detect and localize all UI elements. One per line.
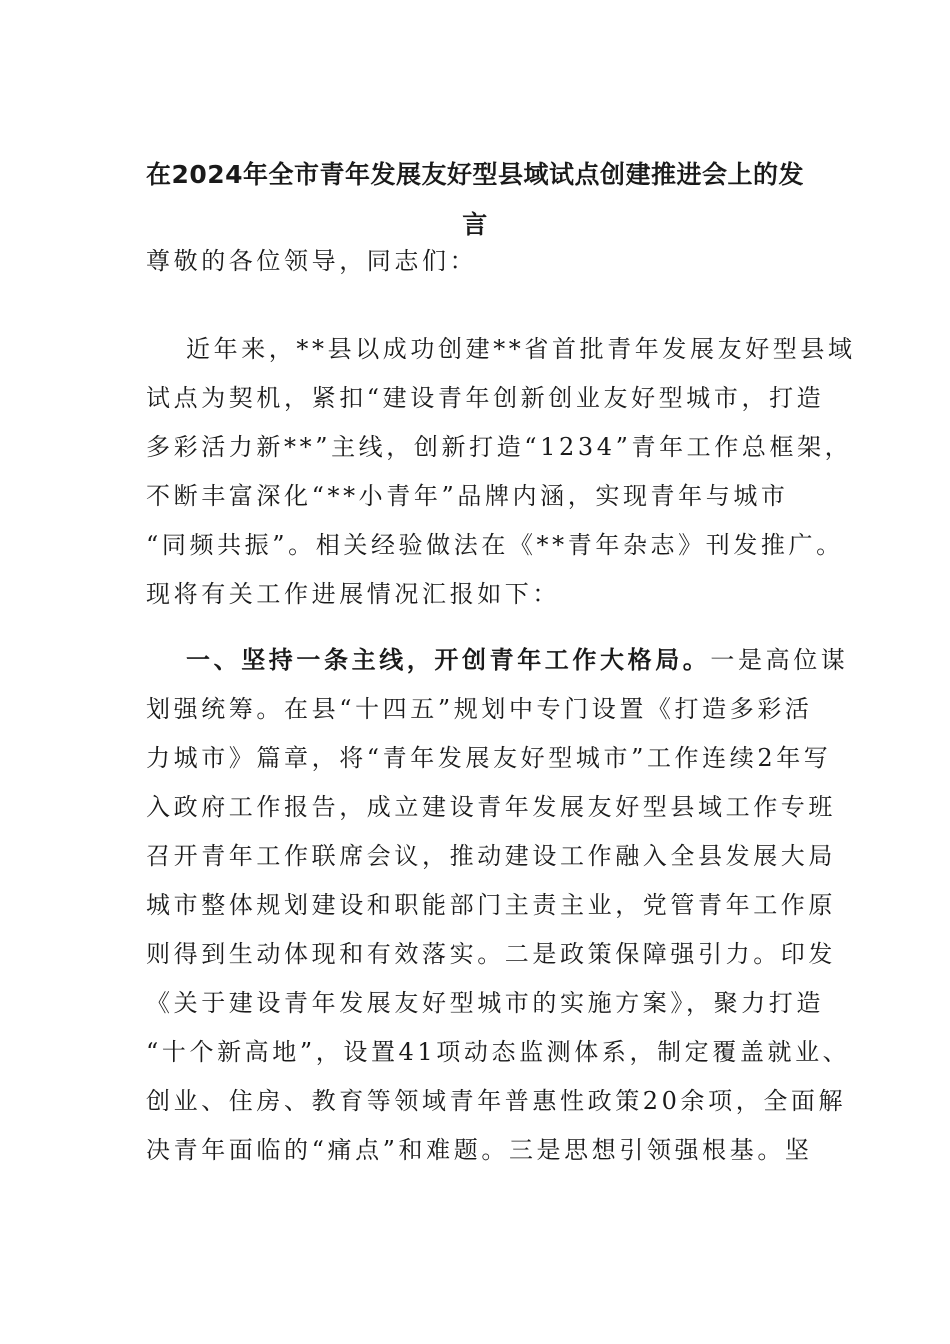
title-line-1: 在2024年全市青年发展友好型县域试点创建推进会上的发 [145,160,805,189]
intro-line: 不断丰富深化“**小青年”品牌内涵，实现青年与城市 [146,482,789,510]
greeting-text: 尊敬的各位领导，同志们： [146,247,478,275]
section-1-first-line [146,636,849,685]
section-1-line: 入政府工作报告，成立建设青年发展友好型县域工作专班 [146,793,836,821]
section-1-line: 力城市》篇章，将“青年发展友好型城市”工作连续2年写 [146,744,832,772]
section-1-line: 则得到生动体现和有效落实。二是政策保障强引力。印发 [146,940,836,968]
section-1-line: 《关于建设青年发展友好型城市的实施方案》，聚力打造 [146,989,824,1017]
section-1-line: “十个新高地”，设置41项动态监测体系，制定覆盖就业、 [146,1038,851,1066]
intro-line: 近年来，**县以成功创建**省首批青年发展友好型县域 [186,335,856,363]
intro-line: “同频共振”。相关经验做法在《**青年杂志》刊发推广。 [146,531,844,559]
section-1-line: 划强统筹。在县“十四五”规划中专门设置《打造多彩活 [146,695,813,723]
intro-line: 现将有关工作进展情况汇报如下： [146,580,560,608]
greeting-paragraph [146,237,826,286]
section-1-paragraph [146,636,851,1175]
section-1-line: 决青年面临的“痛点”和难题。三是思想引领强根基。坚 [146,1136,813,1164]
section-1-line: 召开青年工作联席会议，推动建设工作融入全县发展大局 [146,842,836,870]
title-line-2: 言 [462,210,488,239]
intro-line: 试点为契机，紧扣“建设青年创新创业友好型城市，打造 [146,384,825,412]
intro-paragraph [146,325,856,619]
section-1-line: 创业、住房、教育等领域青年普惠性政策20余项，全面解 [146,1087,847,1115]
document-title [130,150,820,250]
section-1-first-line-rest: 一是高位谋 [710,646,849,674]
section-1-heading: 一、坚持一条主线，开创青年工作大格局。 [186,646,711,674]
intro-line: 多彩活力新**”主线，创新打造“1234”青年工作总框架， [146,433,853,461]
section-1-line: 城市整体规划建设和职能部门主责主业，党管青年工作原 [146,891,836,919]
